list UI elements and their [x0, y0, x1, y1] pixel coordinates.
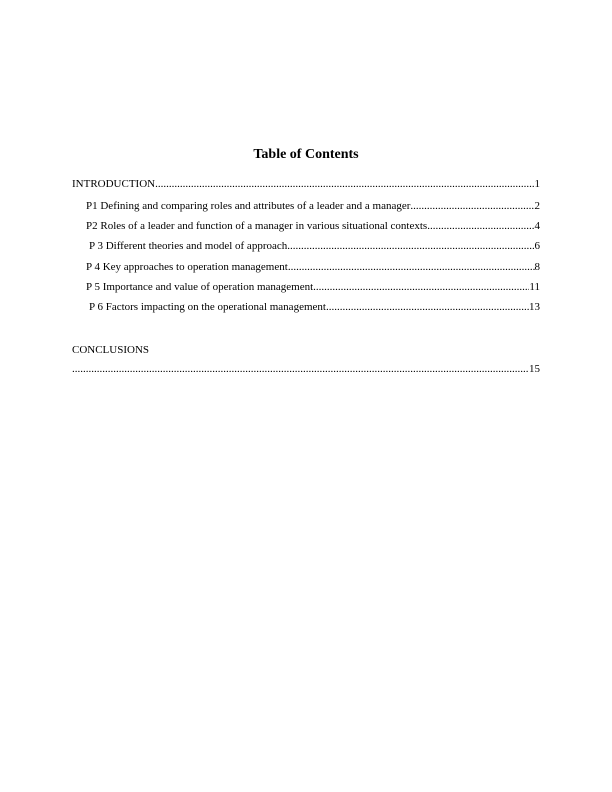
toc-leader-dots — [313, 280, 529, 294]
toc-entry-page: 8 — [534, 261, 540, 273]
toc-entry-label: P 5 Importance and value of operation management — [86, 281, 314, 293]
toc-leader-dots — [427, 219, 534, 233]
toc-entry-page: 13 — [529, 301, 540, 313]
toc-entry-page: 6 — [534, 240, 540, 252]
toc-entry-p6[interactable] — [89, 300, 540, 314]
toc-entry-p3[interactable] — [89, 239, 540, 253]
toc-entry-p5[interactable] — [86, 280, 540, 294]
toc-title: Table of Contents — [253, 147, 359, 162]
toc-leader-dots — [72, 362, 529, 376]
toc-entry-introduction[interactable] — [72, 177, 540, 191]
toc-entry-page: 15 — [529, 363, 540, 375]
toc-leader-dots — [155, 177, 534, 191]
toc-entry-page: 11 — [529, 281, 540, 293]
toc-entry-p1[interactable] — [86, 199, 540, 213]
toc-entry-label: INTRODUCTION — [72, 178, 156, 190]
toc-leader-dots — [288, 260, 535, 274]
toc-entry-p2[interactable] — [86, 219, 540, 233]
toc-entry-page: 1 — [534, 178, 540, 190]
toc-leader-dots — [410, 199, 534, 213]
toc-entry-p4[interactable] — [86, 260, 540, 274]
toc-entry-label: P 4 Key approaches to operation management — [86, 261, 288, 273]
toc-entry-page: 4 — [534, 220, 540, 232]
toc-entry-label: P2 Roles of a leader and function of a manager in various situational contexts — [86, 220, 428, 232]
toc-entry-label: P 3 Different theories and model of approach — [89, 240, 288, 252]
toc-entry-page: 2 — [534, 200, 540, 212]
toc-entry-label: P 6 Factors impacting on the operational management — [89, 301, 326, 313]
toc-leader-dots — [326, 300, 529, 314]
toc-entry-label: P1 Defining and comparing roles and attributes of a leader and a manager — [86, 200, 411, 212]
toc-entry-conclusions[interactable] — [72, 362, 540, 376]
toc-leader-dots — [287, 239, 534, 253]
toc-entry-conclusions-label[interactable]: CONCLUSIONS — [72, 344, 150, 356]
